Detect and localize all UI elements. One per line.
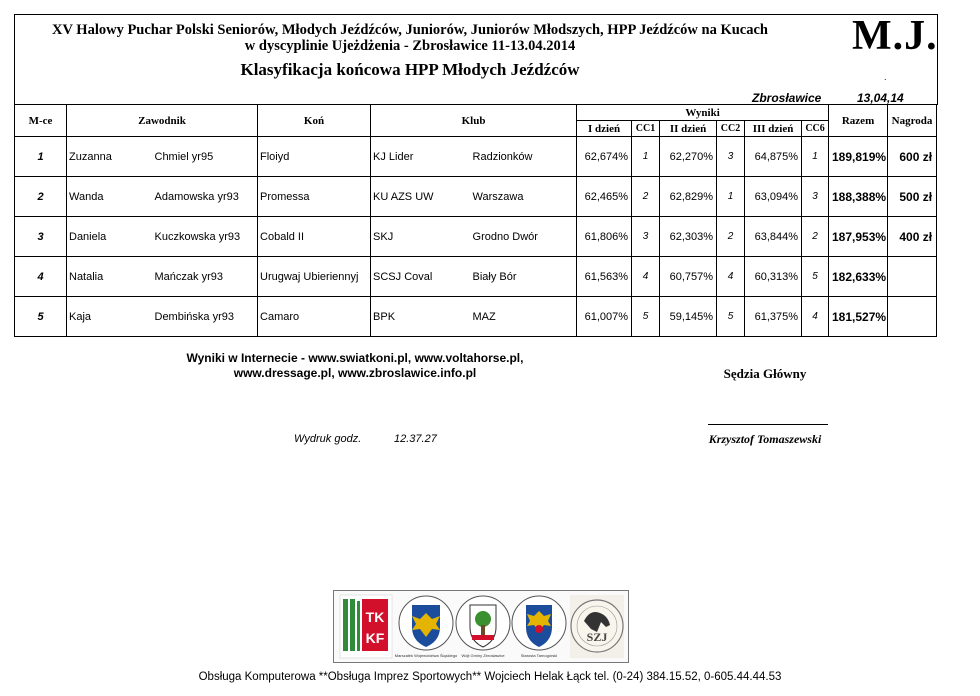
horse-name: Urugwaj Ubieriennyj bbox=[258, 257, 371, 297]
total-score: 188,388% bbox=[829, 177, 888, 217]
rider-first-name: Daniela bbox=[67, 217, 141, 257]
day2-score: 62,303% bbox=[660, 217, 717, 257]
table-row bbox=[15, 217, 937, 257]
tarnogorski-emblem bbox=[512, 596, 566, 658]
day1-rank: 1 bbox=[632, 137, 660, 177]
total-score: 189,819% bbox=[829, 137, 888, 177]
header-day2: II dzień bbox=[660, 121, 717, 137]
event-title: XV Halowy Puchar Polski Seniorów, Młodych Jeźdźców, Juniorów, Juniorów Młodszych, HPP Jeźdźców na Kucach bbox=[51, 22, 768, 38]
header-day3: III dzień bbox=[745, 121, 802, 137]
day1-score: 61,007% bbox=[577, 297, 632, 337]
rider-last-name: Dembińska yr93 bbox=[141, 297, 258, 337]
day1-rank: 3 bbox=[632, 217, 660, 257]
sponsor-logos-graphic bbox=[334, 591, 628, 662]
class-code: M.J. bbox=[852, 13, 938, 59]
table-row bbox=[15, 257, 937, 297]
corner-mark: . bbox=[884, 72, 887, 82]
day3-score: 63,094% bbox=[745, 177, 802, 217]
club-name: SKJ bbox=[371, 217, 463, 257]
total-score: 187,953% bbox=[829, 217, 888, 257]
day3-score: 64,875% bbox=[745, 137, 802, 177]
club-city: MAZ bbox=[463, 297, 577, 337]
day3-rank: 5 bbox=[802, 257, 829, 297]
day3-rank: 1 bbox=[802, 137, 829, 177]
web-results-line2: www.dressage.pl, www.zbroslawice.info.pl bbox=[233, 366, 477, 380]
day2-rank: 5 bbox=[717, 297, 745, 337]
web-results-line1: Wyniki w Internecie - www.swiatkoni.pl, www.voltahorse.pl, bbox=[186, 351, 524, 365]
tkkf-text-bottom: KF bbox=[365, 630, 385, 646]
rider-first-name: Wanda bbox=[67, 177, 141, 217]
club-city: Grodno Dwór bbox=[463, 217, 577, 257]
day1-rank: 4 bbox=[632, 257, 660, 297]
header-day1: I dzień bbox=[577, 121, 632, 137]
club-name: SCSJ Coval bbox=[371, 257, 463, 297]
club-city: Biały Bór bbox=[463, 257, 577, 297]
event-date: 13,04,14 bbox=[857, 91, 904, 105]
header-prize: Nagroda bbox=[888, 105, 937, 137]
day2-rank: 2 bbox=[717, 217, 745, 257]
horse-name: Cobald II bbox=[258, 217, 371, 257]
header-club: Klub bbox=[371, 105, 577, 137]
day3-rank: 4 bbox=[802, 297, 829, 337]
position: 3 bbox=[15, 217, 67, 257]
club-city: Radzionków bbox=[463, 137, 577, 177]
print-time: 12.37.27 bbox=[394, 433, 437, 445]
szj-text: SZJ bbox=[586, 630, 608, 644]
position: 5 bbox=[15, 297, 67, 337]
event-subtitle: w dyscyplinie Ujeżdżenia - Zbrosławice 11-13.04.2014 bbox=[244, 38, 576, 54]
table-row bbox=[15, 177, 937, 217]
table-row bbox=[15, 297, 937, 337]
day2-rank: 4 bbox=[717, 257, 745, 297]
horse-name: Promessa bbox=[258, 177, 371, 217]
table-row bbox=[15, 137, 937, 177]
starosta-caption: Starosta Tarnogórski bbox=[520, 653, 558, 658]
club-name: KJ Lider bbox=[371, 137, 463, 177]
signature-line bbox=[708, 424, 828, 425]
judge-title: Sędzia Główny bbox=[723, 366, 807, 381]
header-horse: Koń bbox=[258, 105, 371, 137]
rider-last-name: Chmiel yr95 bbox=[141, 137, 258, 177]
position: 1 bbox=[15, 137, 67, 177]
day1-score: 61,563% bbox=[577, 257, 632, 297]
day1-score: 62,465% bbox=[577, 177, 632, 217]
header-position: M-ce bbox=[15, 105, 67, 137]
marshal-caption: Marszałek Województwa Śląskiego bbox=[394, 653, 458, 658]
header-cc2: CC2 bbox=[717, 121, 745, 137]
header-total: Razem bbox=[829, 105, 888, 137]
day1-score: 62,674% bbox=[577, 137, 632, 177]
day2-score: 60,757% bbox=[660, 257, 717, 297]
szj-logo bbox=[570, 595, 624, 658]
header-rider: Zawodnik bbox=[67, 105, 258, 137]
header-cc6: CC6 bbox=[802, 121, 829, 137]
position: 4 bbox=[15, 257, 67, 297]
day2-score: 59,145% bbox=[660, 297, 717, 337]
club-name: KU AZS UW bbox=[371, 177, 463, 217]
rider-last-name: Kuczkowska yr93 bbox=[141, 217, 258, 257]
prize: 600 zł bbox=[888, 137, 937, 177]
total-score: 181,527% bbox=[829, 297, 888, 337]
silesia-eagle-emblem bbox=[395, 596, 458, 658]
print-time-label: Wydruk godz. bbox=[294, 433, 362, 445]
total-score: 182,633% bbox=[829, 257, 888, 297]
prize bbox=[888, 257, 937, 297]
day3-rank: 3 bbox=[802, 177, 829, 217]
rider-first-name: Kaja bbox=[67, 297, 141, 337]
tkkf-text-top: TK bbox=[365, 609, 385, 625]
results-table bbox=[14, 104, 937, 337]
day3-score: 63,844% bbox=[745, 217, 802, 257]
day1-rank: 5 bbox=[632, 297, 660, 337]
rider-last-name: Adamowska yr93 bbox=[141, 177, 258, 217]
tkkf-logo bbox=[340, 595, 392, 658]
sponsor-logos bbox=[333, 590, 629, 663]
service-footer: Obsługa Komputerowa **Obsługa Imprez Sportowych** Wojciech Helak Łąck tel. (0-24) 384.15.52, 0-605.44.44.53 bbox=[198, 671, 782, 683]
club-name: BPK bbox=[371, 297, 463, 337]
rider-first-name: Natalia bbox=[67, 257, 141, 297]
day2-rank: 3 bbox=[717, 137, 745, 177]
rider-last-name: Mańczak yr93 bbox=[141, 257, 258, 297]
rider-first-name: Zuzanna bbox=[67, 137, 141, 177]
judge-name: Krzysztof Tomaszewski bbox=[708, 432, 822, 446]
header-cc1: CC1 bbox=[632, 121, 660, 137]
day1-rank: 2 bbox=[632, 177, 660, 217]
wojt-caption: Wójt Gminy Zbrosławice bbox=[461, 653, 505, 658]
horse-name: Camaro bbox=[258, 297, 371, 337]
horse-name: Floiyd bbox=[258, 137, 371, 177]
header-row bbox=[15, 105, 937, 121]
day3-score: 61,375% bbox=[745, 297, 802, 337]
event-place: Zbrosławice bbox=[752, 91, 822, 105]
day2-score: 62,829% bbox=[660, 177, 717, 217]
classification-title: Klasyfikacja końcowa HPP Młodych Jeźdźców bbox=[240, 60, 580, 79]
day2-rank: 1 bbox=[717, 177, 745, 217]
prize bbox=[888, 297, 937, 337]
day3-score: 60,313% bbox=[745, 257, 802, 297]
zbroslawice-emblem bbox=[456, 596, 510, 658]
day3-rank: 2 bbox=[802, 217, 829, 257]
position: 2 bbox=[15, 177, 67, 217]
club-city: Warszawa bbox=[463, 177, 577, 217]
header-results: Wyniki bbox=[577, 105, 829, 121]
prize: 400 zł bbox=[888, 217, 937, 257]
day1-score: 61,806% bbox=[577, 217, 632, 257]
day2-score: 62,270% bbox=[660, 137, 717, 177]
prize: 500 zł bbox=[888, 177, 937, 217]
